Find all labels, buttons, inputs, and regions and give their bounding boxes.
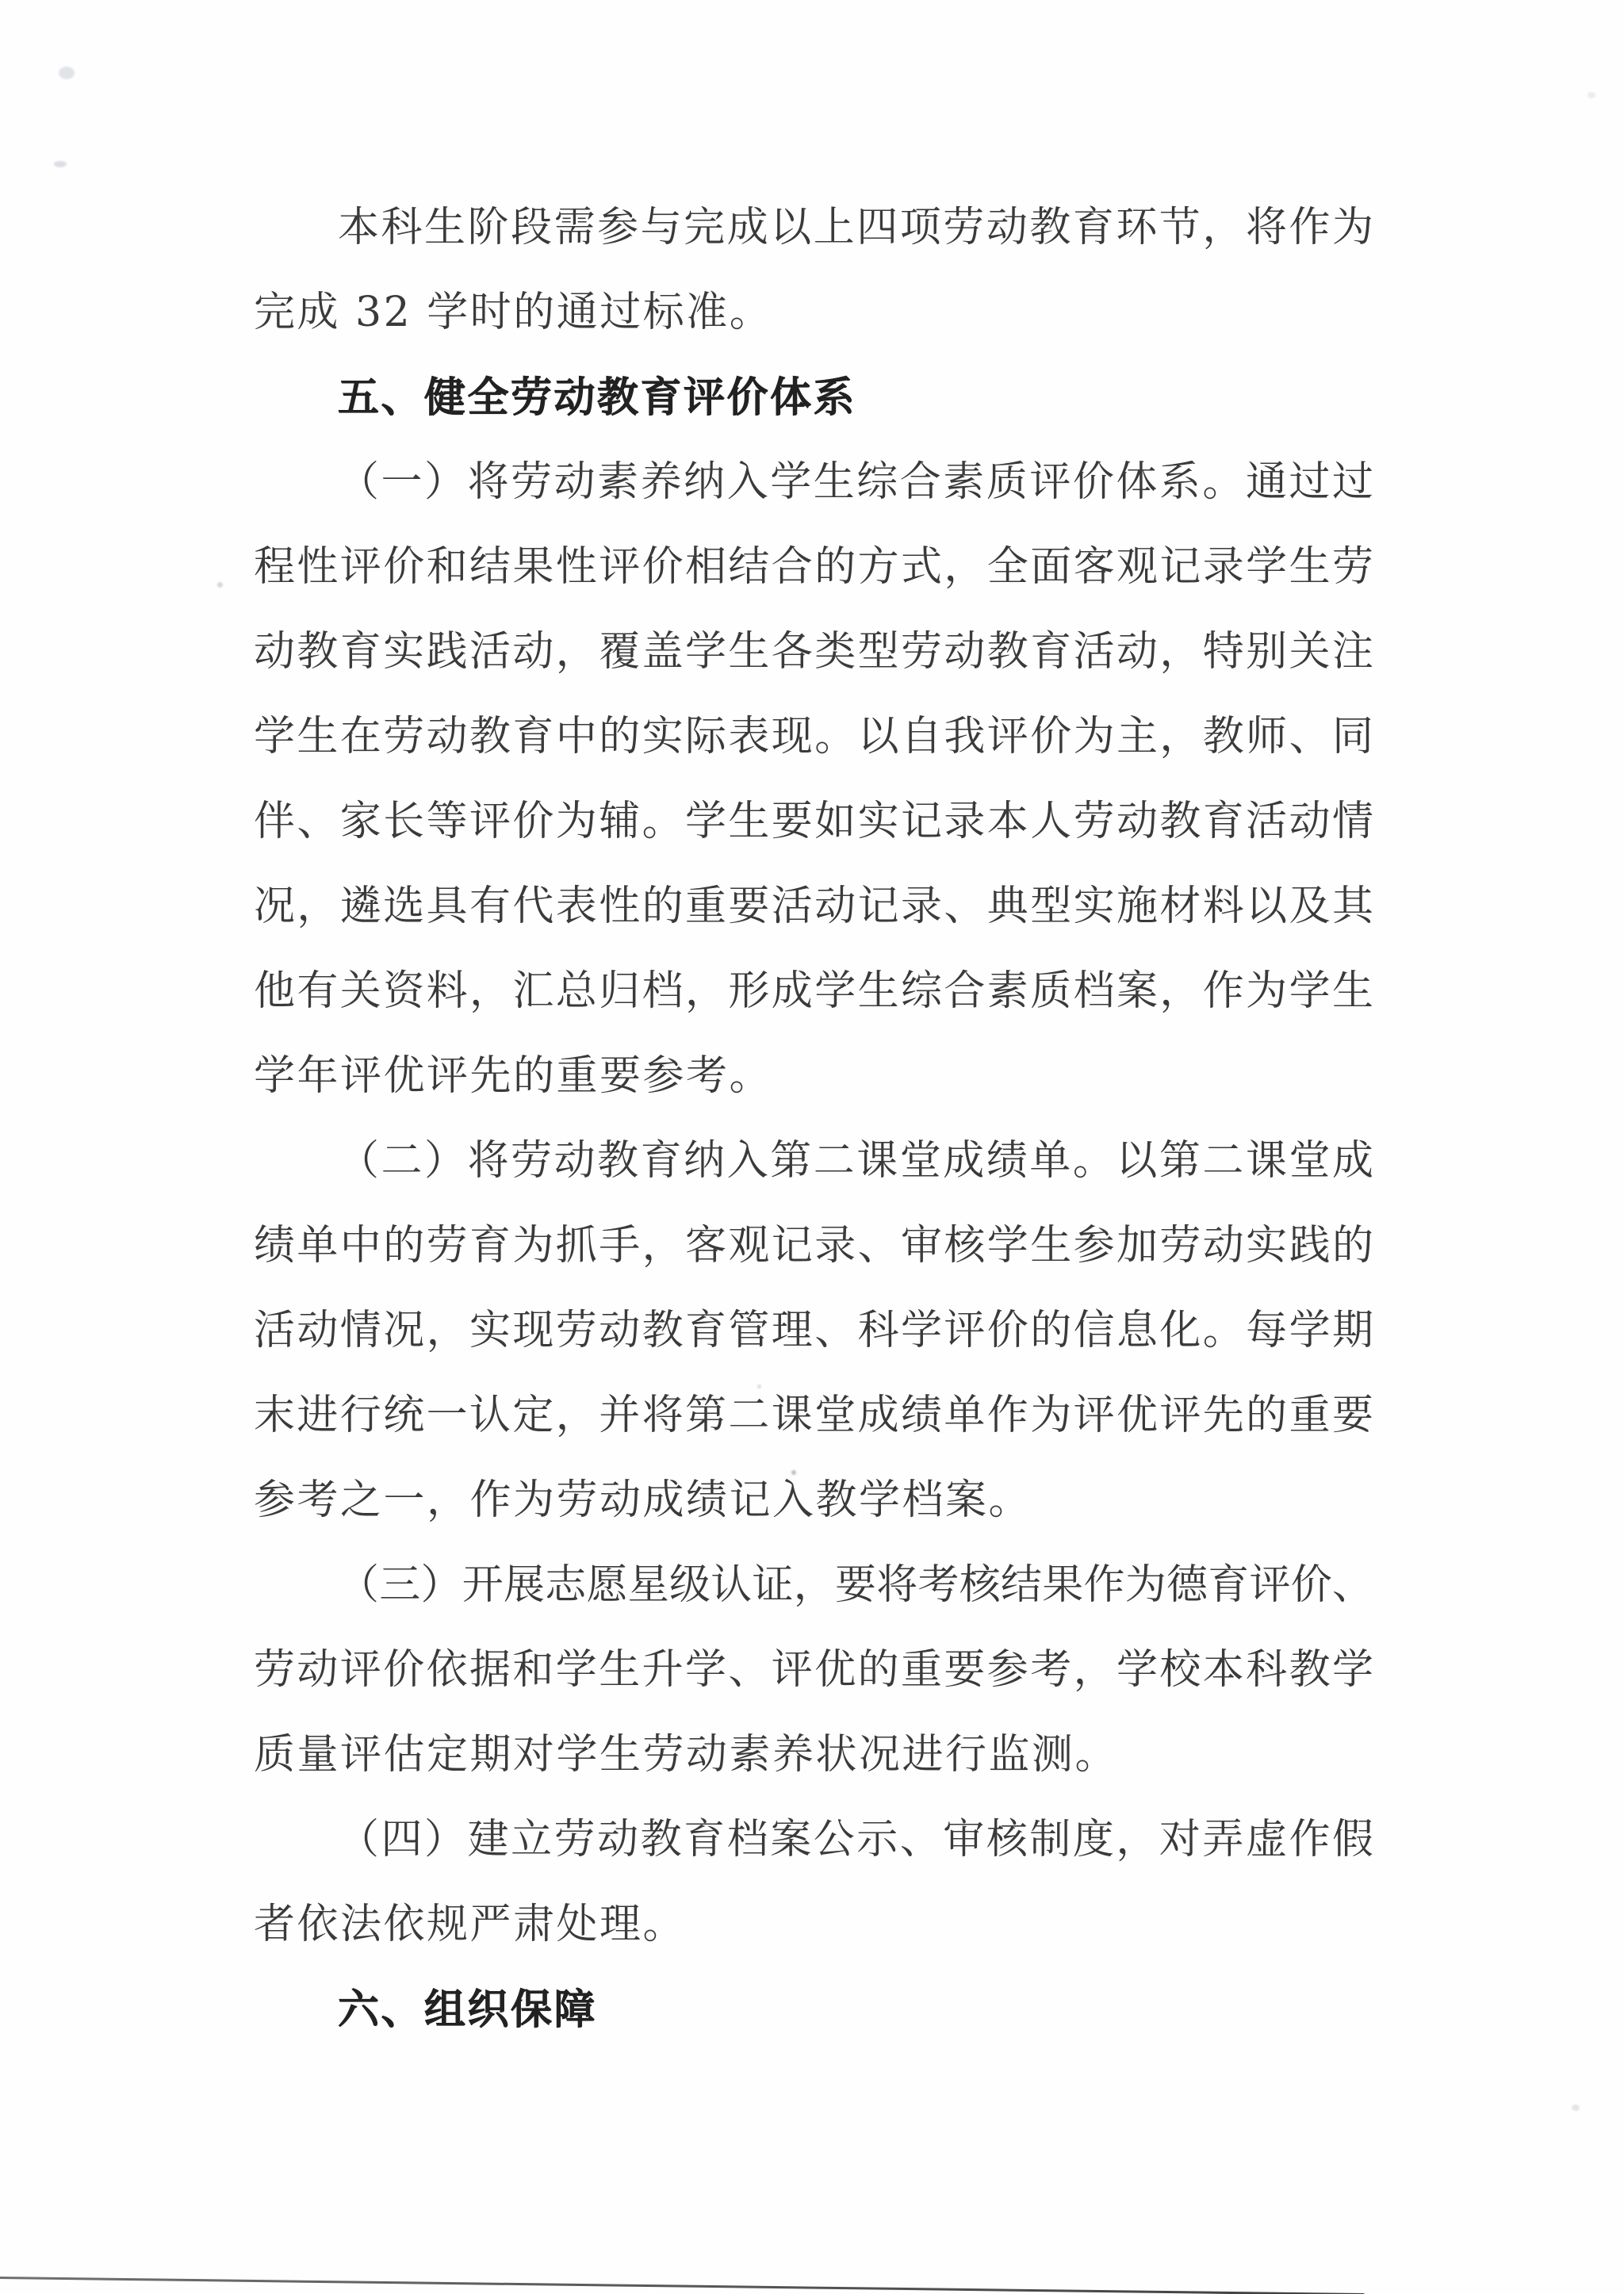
text-line: 动教育实践活动，覆盖学生各类型劳动教育活动，特别关注 [254,628,1373,676]
text-line: 末进行统一认定，并将第二课堂成绩单作为评优评先的重要 [254,1392,1373,1439]
text-line: （三）开展志愿星级认证，要将考核结果作为德育评价、 [338,1561,1373,1609]
text-line: （一）将劳动素养纳入学生综合素质评价体系。通过过 [338,458,1373,506]
scan-speck [1588,92,1595,98]
text-line: 劳动评价依据和学生升学、评优的重要参考，学校本科教学 [254,1646,1373,1694]
text-line: 活动情况，实现劳动教育管理、科学评价的信息化。每学期 [254,1307,1373,1354]
text-line: 者依法依规严肃处理。 [254,1901,687,1948]
scan-speck [59,67,75,79]
text-line: 况，遴选具有代表性的重要活动记录、典型实施材料以及其 [254,883,1373,930]
text-line: （二）将劳动教育纳入第二课堂成绩单。以第二课堂成 [338,1137,1373,1185]
text-line: 学生在劳动教育中的实际表现。以自我评价为主，教师、同 [254,713,1373,760]
text-line: 完成 32 学时的通过标准。 [254,289,773,336]
scan-speck [757,1384,761,1388]
text-line: 绩单中的劳育为抓手，客观记录、审核学生参加劳动实践的 [254,1222,1373,1270]
scan-speck [791,1470,796,1475]
text-block [254,186,1373,2052]
scan-speck [54,161,67,167]
text-line: 质量评估定期对学生劳动素养状况进行监测。 [254,1731,1119,1779]
scan-speck [217,582,223,588]
text-line: 伴、家长等评价为辅。学生要如实记录本人劳动教育活动情 [254,798,1373,845]
scan-speck [1572,2104,1580,2111]
text-line: 本科生阶段需参与完成以上四项劳动教育环节，将作为 [338,204,1373,251]
section-heading: 五、健全劳动教育评价体系 [338,373,857,422]
text-line: 他有关资料，汇总归档，形成学生综合素质档案，作为学生 [254,967,1373,1015]
text-line: 学年评优评先的重要参考。 [254,1052,773,1100]
page-bottom-edge [0,2277,1365,2294]
section-heading: 六、组织保障 [338,1986,598,2034]
text-line: 参考之一，作为劳动成绩记入教学档案。 [254,1476,1032,1524]
text-line: （四）建立劳动教育档案公示、审核制度，对弄虚作假 [338,1816,1373,1863]
text-line: 程性评价和结果性评价相结合的方式，全面客观记录学生劳 [254,543,1373,591]
